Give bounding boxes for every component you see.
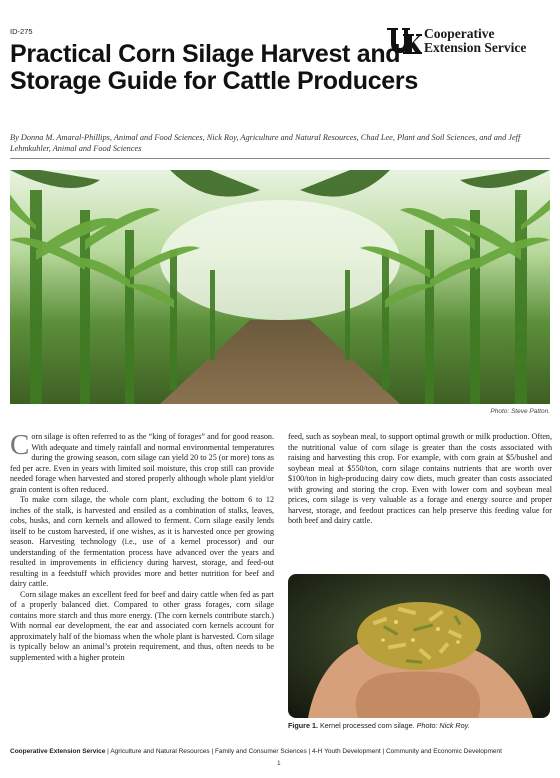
page-footer [10, 748, 555, 755]
author-byline: By Donna M. Amaral-Phillips, Animal and Food Sciences, Nick Roy, Agriculture and Natural Resources, Chad Lee, Plant and Soil Sciences, and and Jeff Lehmkuhler, Animal and Food Sciences [10, 133, 521, 153]
figure-1-silage-photo [288, 574, 550, 718]
logo-line-2: Extension Service [424, 40, 527, 55]
figure-1-caption [288, 721, 550, 730]
hero-photo-credit: Photo: Steve Patton. [490, 408, 550, 415]
footer-units: | Agriculture and Natural Resources | Family and Consumer Sciences | 4-H Youth Development | Community and Economic Development [105, 748, 502, 755]
paragraph-2: To make corn silage, the whole corn plant, excluding the bottom 6 to 12 inches of the stalk, is harvested and ensiled as a combination of stalks, leaves, cobs, husks, and corn kernels and allowed to ferment. Corn silage easily lends itself to be custom harvested, if one wishes, as it is harvested once per growing season. Harvesting technology (i.e., use of a kernel processor) and our understanding of the fermentation process have advanced over the years and resulted in improvements in efficiency during harvest, storage, and feed-out resulting in a feedstuff which provides more and better nutrition for beef and dairy cattle. [10, 495, 274, 588]
paragraph-1-text: orn silage is often referred to as the “king of forages” and for good reason. With adequate and timely rainfall and normal environmental temperatures during the growing season, corn silage can yield 20 to 25 (or more) tons as fed per acre. Even in years with limited soil moisture, this crop still can provide needed forage when harvested and stored properly although whole plant yield/or grain content is often reduced. [10, 432, 274, 494]
document-title: Practical Corn Silage Harvest and Storage Guide for Cattle Producers [10, 40, 418, 95]
intro-paragraph [10, 429, 274, 495]
paragraph-4: feed, such as soybean meal, to support optimal growth or milk production. Often, the nutritional value of corn silage is greater than the costs associated with raising and harvesting this crop. For example, with corn grain at $5/bushel and soybean meal at $550/ton, corn silage contains nutrients that are worth over $100/ton in high-producing dairy cow diets, much greater than costs associated with growing and storing the crop. Even with lower corn and soybean meal prices, corn silage is very valuable as a forage and energy source and proper harvest, storage, and feedout practices can help preserve this feeding value for both beef and dairy cattle. [288, 432, 552, 525]
body-column-right [288, 432, 552, 527]
footer-org: Cooperative Extension Service [10, 748, 106, 755]
figure-label: Figure 1. [288, 721, 318, 730]
logo-line-1: Cooperative [424, 26, 495, 41]
paragraph-3: Corn silage makes an excellent feed for beef and dairy cattle when fed as part of a properly balanced diet. Compared to other grass forages, corn silage contains more starch and thus more energy. (The corn kernels contribute starch.) With normal ear development, the ear and associated corn kernels account for approximately half of the biomass when the whole plant is harvested. Corn silage is typically below an animal’s protein requirement, and thus, often needs to be supplemented with a higher protein [10, 589, 274, 662]
figure-photo-credit: Photo: Nick Roy. [416, 721, 470, 730]
figure-caption-text: Kernel processed corn silage. [317, 721, 417, 730]
drop-cap: C [10, 429, 30, 461]
hero-cornfield-photo [10, 170, 550, 404]
page-number: 1 [277, 760, 281, 767]
body-column-left [10, 429, 274, 663]
document-id: ID-275 [10, 27, 33, 36]
header-divider [10, 158, 550, 159]
